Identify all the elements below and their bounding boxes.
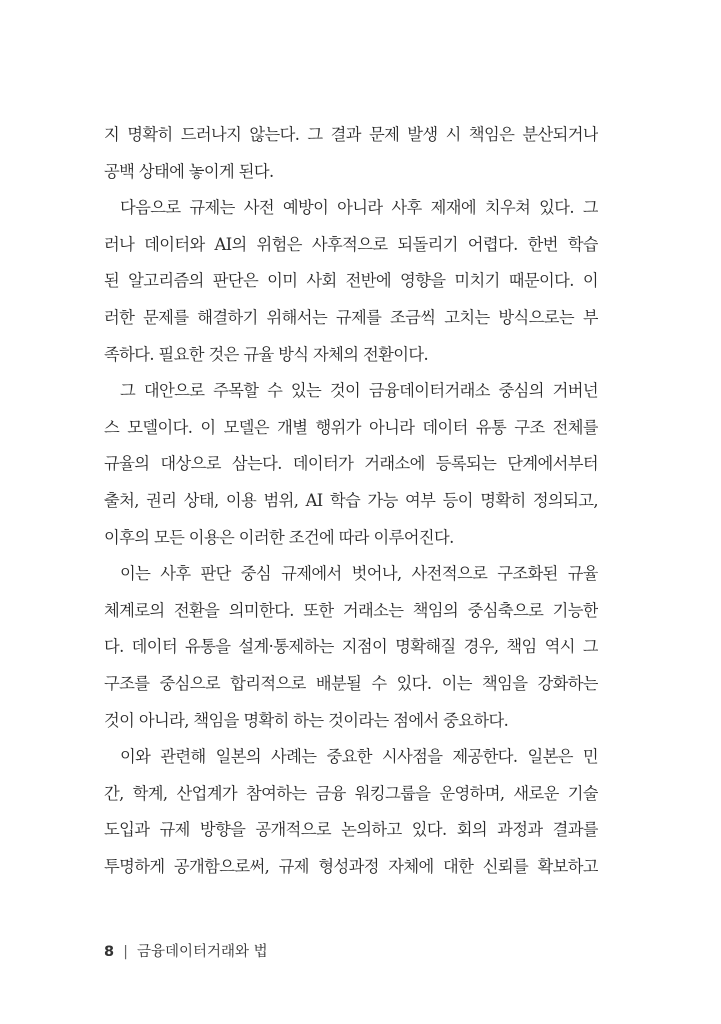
text-line: 이는 사후 판단 중심 규제에서 벗어나, 사전적으로 구조화된 규율 [120, 564, 598, 584]
text-line: 러나 데이터와 AI의 위험은 사후적으로 되돌리기 어렵다. 한번 학습 [104, 234, 598, 254]
text-line: 공백 상태에 놓이게 된다. [104, 161, 274, 181]
text-line: 다음으로 규제는 사전 예방이 아니라 사후 제재에 치우쳐 있다. 그 [120, 198, 598, 218]
text-line: 간, 학계, 산업계가 참여하는 금융 워킹그룹을 운영하며, 새로운 기술 [104, 783, 598, 803]
text-line: 체계로의 전환을 의미한다. 또한 거래소는 책임의 중심축으로 기능한 [104, 600, 598, 620]
paragraph [104, 739, 598, 885]
text-line: 지 명확히 드러나지 않는다. 그 결과 문제 발생 시 책임은 분산되거나 [104, 125, 598, 144]
text-line: 그 대안으로 주목할 수 있는 것이 금융데이터거래소 중심의 거버넌 [120, 381, 598, 401]
text-line: 구조를 중심으로 합리적으로 배분될 수 있다. 이는 책임을 강화하는 [104, 673, 598, 693]
text-line: 족하다. 필요한 것은 규율 방식 자체의 전환이다. [104, 344, 429, 364]
text-line: 이후의 모든 이용은 이러한 조건에 따라 이루어진다. [104, 527, 454, 547]
paragraph [104, 373, 598, 556]
text-line: 이와 관련해 일본의 사례는 중요한 시사점을 제공한다. 일본은 민 [120, 747, 598, 767]
text-line: 규율의 대상으로 삼는다. 데이터가 거래소에 등록되는 단계에서부터 [104, 454, 598, 474]
paragraph [104, 556, 598, 739]
footer-separator: | [123, 944, 128, 960]
text-line: 다. 데이터 유통을 설계·통제하는 지점이 명확해질 경우, 책임 역시 그 [104, 637, 598, 657]
paragraph [104, 190, 598, 373]
page-number: 8 [104, 944, 115, 960]
text-line: 도입과 규제 방향을 공개적으로 논의하고 있다. 회의 과정과 결과를 [104, 820, 598, 840]
text-line: 투명하게 공개함으로써, 규제 형성과정 자체에 대한 신뢰를 확보하고 [104, 856, 598, 876]
text-line: 된 알고리즘의 판단은 이미 사회 전반에 영향을 미치기 때문이다. 이 [104, 271, 598, 291]
page-footer [104, 940, 268, 961]
text-line: 출처, 권리 상태, 이용 범위, AI 학습 가능 여부 등이 명확히 정의되고, [104, 490, 598, 510]
running-title: 금융데이터거래와 법 [136, 944, 268, 960]
paragraph [104, 117, 598, 190]
text-line: 러한 문제를 해결하기 위해서는 규제를 조금씩 고치는 방식으로는 부 [104, 307, 598, 327]
text-line: 것이 아니라, 책임을 명확히 하는 것이라는 점에서 중요하다. [104, 710, 509, 730]
text-line: 스 모델이다. 이 모델은 개별 행위가 아니라 데이터 유통 구조 전체를 [104, 417, 598, 437]
body-text [104, 117, 598, 885]
